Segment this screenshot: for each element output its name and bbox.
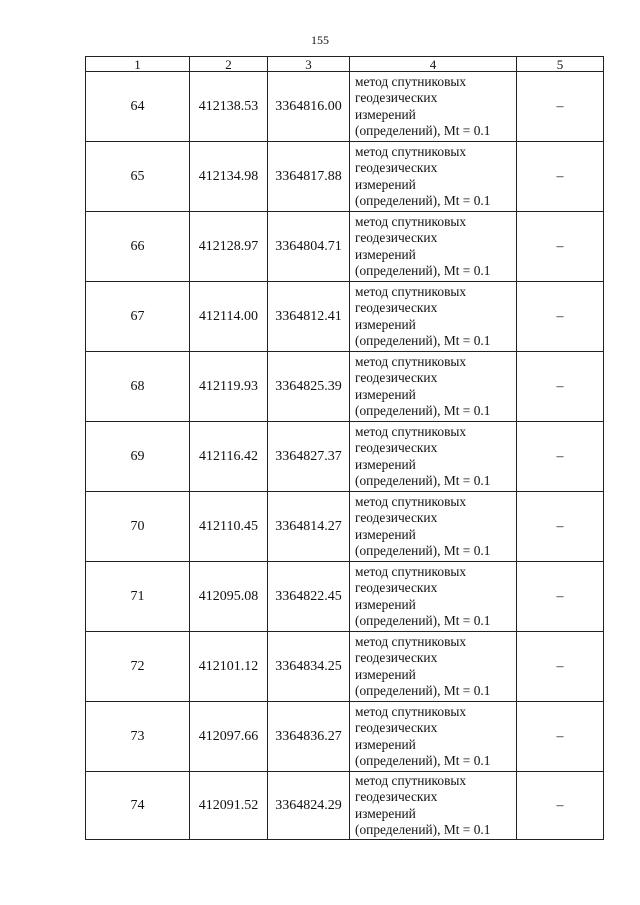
method-line: (определений), Mt = 0.1 [355, 193, 491, 208]
method-line: измерений [355, 386, 416, 402]
table-row [86, 562, 604, 632]
method-cell [350, 142, 517, 212]
col5-cell: – [517, 422, 604, 492]
table-row [86, 142, 604, 212]
table-row [86, 702, 604, 772]
method-cell [350, 632, 517, 702]
y-coordinate-cell: 3364812.41 [268, 282, 350, 352]
table-row [86, 422, 604, 492]
table-row [86, 492, 604, 562]
method-line: метод спутниковых [355, 213, 467, 229]
method-line: метод спутниковых [355, 423, 467, 439]
col5-cell: – [517, 352, 604, 422]
header-col-4: 4 [350, 57, 517, 72]
method-line: метод спутниковых [355, 353, 467, 369]
table-header-row [86, 57, 604, 72]
method-cell [350, 282, 517, 352]
method-cell [350, 212, 517, 282]
col5-cell: – [517, 282, 604, 352]
point-number-cell: 74 [86, 772, 190, 840]
col5-cell: – [517, 702, 604, 772]
method-line: измерений [355, 805, 416, 821]
x-coordinate-cell: 412095.08 [190, 562, 268, 632]
x-coordinate-cell: 412138.53 [190, 72, 268, 142]
method-line: (определений), Mt = 0.1 [355, 822, 491, 837]
table-row [86, 72, 604, 142]
method-line: измерений [355, 526, 416, 542]
method-cell [350, 702, 517, 772]
method-line: измерений [355, 316, 416, 332]
method-line: метод спутниковых [355, 143, 467, 159]
method-cell [350, 352, 517, 422]
point-number-cell: 68 [86, 352, 190, 422]
method-line: (определений), Mt = 0.1 [355, 333, 491, 348]
point-number-cell: 72 [86, 632, 190, 702]
col5-cell: – [517, 72, 604, 142]
y-coordinate-cell: 3364817.88 [268, 142, 350, 212]
y-coordinate-cell: 3364816.00 [268, 72, 350, 142]
method-line: геодезических [355, 580, 438, 595]
col5-cell: – [517, 562, 604, 632]
method-cell [350, 72, 517, 142]
method-line: измерений [355, 106, 416, 122]
method-line: (определений), Mt = 0.1 [355, 613, 491, 628]
method-line: измерений [355, 456, 416, 472]
method-line: геодезических [355, 160, 438, 175]
x-coordinate-cell: 412128.97 [190, 212, 268, 282]
method-line: метод спутниковых [355, 703, 467, 719]
method-line: (определений), Mt = 0.1 [355, 543, 491, 558]
header-col-1: 1 [86, 57, 190, 72]
table-body [86, 72, 604, 840]
y-coordinate-cell: 3364825.39 [268, 352, 350, 422]
table-row [86, 632, 604, 702]
method-line: измерений [355, 666, 416, 682]
point-number-cell: 65 [86, 142, 190, 212]
point-number-cell: 71 [86, 562, 190, 632]
col5-cell: – [517, 212, 604, 282]
method-line: геодезических [355, 650, 438, 665]
header-col-3: 3 [268, 57, 350, 72]
page-number: 155 [311, 33, 329, 47]
coordinates-table [85, 56, 604, 840]
x-coordinate-cell: 412110.45 [190, 492, 268, 562]
method-line: геодезических [355, 300, 438, 315]
method-line: (определений), Mt = 0.1 [355, 123, 491, 138]
x-coordinate-cell: 412114.00 [190, 282, 268, 352]
table-row [86, 772, 604, 840]
method-line: геодезических [355, 440, 438, 455]
x-coordinate-cell: 412119.93 [190, 352, 268, 422]
y-coordinate-cell: 3364827.37 [268, 422, 350, 492]
point-number-cell: 70 [86, 492, 190, 562]
method-line: (определений), Mt = 0.1 [355, 473, 491, 488]
method-line: метод спутниковых [355, 73, 467, 89]
y-coordinate-cell: 3364834.25 [268, 632, 350, 702]
y-coordinate-cell: 3364836.27 [268, 702, 350, 772]
y-coordinate-cell: 3364822.45 [268, 562, 350, 632]
method-line: геодезических [355, 720, 438, 735]
y-coordinate-cell: 3364814.27 [268, 492, 350, 562]
x-coordinate-cell: 412116.42 [190, 422, 268, 492]
method-line: метод спутниковых [355, 772, 467, 788]
y-coordinate-cell: 3364804.71 [268, 212, 350, 282]
point-number-cell: 66 [86, 212, 190, 282]
method-line: (определений), Mt = 0.1 [355, 683, 491, 698]
x-coordinate-cell: 412091.52 [190, 772, 268, 840]
table-row [86, 282, 604, 352]
x-coordinate-cell: 412134.98 [190, 142, 268, 212]
method-line: геодезических [355, 90, 438, 105]
method-line: измерений [355, 736, 416, 752]
method-cell [350, 422, 517, 492]
method-line: геодезических [355, 230, 438, 245]
method-line: (определений), Mt = 0.1 [355, 753, 491, 768]
x-coordinate-cell: 412101.12 [190, 632, 268, 702]
col5-cell: – [517, 142, 604, 212]
y-coordinate-cell: 3364824.29 [268, 772, 350, 840]
point-number-cell: 67 [86, 282, 190, 352]
method-line: измерений [355, 176, 416, 192]
col5-cell: – [517, 772, 604, 840]
point-number-cell: 73 [86, 702, 190, 772]
method-line: метод спутниковых [355, 283, 467, 299]
method-line: метод спутниковых [355, 633, 467, 649]
method-line: метод спутниковых [355, 493, 467, 509]
method-line: геодезических [355, 789, 438, 804]
method-cell [350, 772, 517, 840]
header-col-5: 5 [517, 57, 604, 72]
table-row [86, 352, 604, 422]
method-line: измерений [355, 596, 416, 612]
x-coordinate-cell: 412097.66 [190, 702, 268, 772]
method-line: измерений [355, 246, 416, 262]
col5-cell: – [517, 632, 604, 702]
point-number-cell: 69 [86, 422, 190, 492]
method-line: (определений), Mt = 0.1 [355, 403, 491, 418]
method-line: метод спутниковых [355, 563, 467, 579]
header-col-2: 2 [190, 57, 268, 72]
method-line: (определений), Mt = 0.1 [355, 263, 491, 278]
method-cell [350, 562, 517, 632]
method-cell [350, 492, 517, 562]
method-line: геодезических [355, 510, 438, 525]
table-row [86, 212, 604, 282]
method-line: геодезических [355, 370, 438, 385]
point-number-cell: 64 [86, 72, 190, 142]
col5-cell: – [517, 492, 604, 562]
